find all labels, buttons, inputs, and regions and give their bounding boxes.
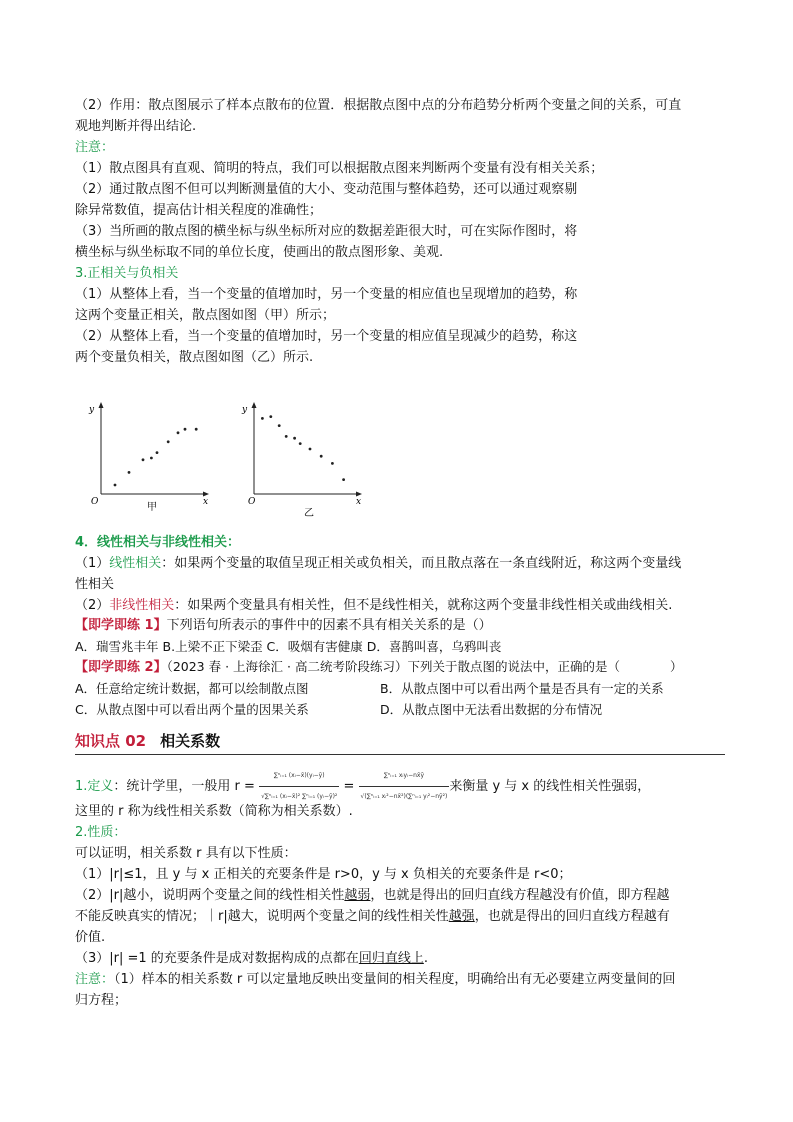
x-axis-arrow — [203, 492, 209, 497]
formula-r-2 — [359, 766, 450, 807]
knowledge-point-header — [75, 730, 725, 755]
scatter-figure-jia — [85, 398, 220, 518]
term-nonlinear: 非线性相关 — [109, 598, 175, 613]
text-segment: 不能反映真实的情况；｜r|越大，说明两个变量之间的线性相关性 — [75, 909, 449, 924]
scatter-point — [299, 442, 302, 445]
item-prefix: （1） — [75, 556, 110, 571]
x-axis-label: x — [203, 497, 209, 507]
text-line: （2）作用：散点图展示了样本点散布的位置．根据散点图中点的分布趋势分析两个变量之间的关系，可直 — [75, 98, 682, 113]
scatter-point — [177, 431, 180, 434]
x-axis-arrow — [356, 492, 362, 497]
figure-caption: 乙 — [304, 508, 314, 519]
definition-text: ：统计学里，一般用 r = — [113, 779, 255, 794]
scatter-point — [331, 462, 334, 465]
scatter-point — [285, 435, 288, 438]
note-text: （1）样本的相关系数 r 可以定量地反映出变量间的相关程度，明确给出有无必要建立两变量间的回 — [114, 972, 676, 987]
scatter-points — [114, 428, 198, 487]
formula-denominator: √∑ⁿᵢ₌₁ (xᵢ−x̄)² ∑ⁿᵢ₌₁ (yᵢ−ȳ)² — [261, 793, 338, 800]
formula-r-1 — [259, 766, 339, 807]
section-title: 3.正相关与负相关 — [75, 266, 179, 281]
exercise-question: 下列语句所表示的事件中的因素不具有相关关系的是（） — [166, 618, 492, 633]
text-line: 这里的 r 称为线性相关系数（简称为相关系数）. — [75, 804, 353, 819]
figure-caption: 甲 — [147, 502, 157, 513]
text-line — [75, 554, 681, 574]
text-line: （2）从整体上看，当一个变量的值增加时，另一个变量的相应值呈现减少的趋势，称这 — [75, 329, 578, 344]
note-label: 注意： — [75, 972, 115, 987]
scatter-point — [142, 458, 145, 461]
scatter-point — [261, 417, 264, 420]
scatter-point — [167, 440, 170, 443]
exercise-tag: 【即学即练 2】 — [75, 660, 167, 675]
y-axis-label: y — [89, 405, 95, 415]
scatter-point — [320, 455, 323, 458]
text-line: （3）当所画的散点图的横坐标与纵坐标所对应的数据差距很大时，可在实际作图时，将 — [75, 224, 578, 239]
option-a: A．任意给定统计数据，都可以绘制散点图 — [75, 681, 309, 696]
definition-line — [75, 766, 650, 807]
scatter-point — [128, 471, 131, 474]
text-segment: （2）|r|越小，说明两个变量之间的线性相关性 — [75, 888, 345, 903]
text-line: 两个变量负相关，散点图如图（乙）所示. — [75, 350, 314, 365]
text-segment: ，也就是得出的回归直线方程越有 — [474, 909, 670, 924]
scatter-point — [342, 478, 345, 481]
exercise-tag: 【即学即练 1】 — [75, 618, 167, 633]
text-line — [75, 596, 672, 616]
property-label: 2.性质： — [75, 825, 127, 840]
definition-label: 1.定义 — [75, 779, 114, 794]
formula-denominator: √(∑ⁿᵢ₌₁ xᵢ²−nx̄²)(∑ⁿᵢ₌₁ yᵢ²−nȳ²) — [360, 793, 448, 800]
text-line: （1）散点图具有直观、简明的特点，我们可以根据散点图来判断两个变量有没有相关关系； — [75, 161, 604, 176]
origin-label: O — [248, 497, 256, 507]
note-label: 注意： — [75, 140, 115, 155]
section-title: 4．线性相关与非线性相关： — [75, 535, 241, 550]
scatter-point — [293, 437, 296, 440]
formula-numerator: ∑ⁿᵢ₌₁ xᵢyᵢ−nx̄ȳ — [359, 766, 450, 787]
exercise-2 — [75, 657, 682, 678]
text-line: 观地判断并得出结论. — [75, 119, 197, 134]
knowledge-point-number: 知识点 02 — [75, 732, 147, 750]
exercise-1 — [75, 616, 492, 636]
scatter-point — [150, 457, 153, 460]
underlined-term: 越弱 — [344, 888, 371, 903]
scatter-point — [184, 428, 187, 431]
underlined-term: 越强 — [448, 909, 475, 924]
formula-numerator: ∑ⁿᵢ₌₁ (xᵢ−x̄)(yᵢ−ȳ) — [259, 766, 339, 787]
text-line: （2）通过散点图不但可以判断测量值的大小、变动范围与整体趋势，还可以通过观察剔 — [75, 182, 578, 197]
y-axis-arrow — [99, 402, 104, 408]
equals-sign: = — [343, 779, 355, 794]
item-prefix: （2） — [75, 598, 110, 613]
term-linear: 线性相关 — [109, 556, 162, 571]
text-line: 这两个变量正相关，散点图如图（甲）所示； — [75, 308, 336, 323]
text-line: 价值. — [75, 930, 106, 945]
text-line: （1）|r|≤1，且 y 与 x 正相关的充要条件是 r>0，y 与 x 负相关的充要条件是 r<0； — [75, 867, 572, 882]
note-line — [75, 970, 675, 990]
scatter-point — [309, 448, 312, 451]
y-axis-label: y — [242, 405, 248, 415]
term-definition: ：如果两个变量的取值呈现正相关或负相关，而且散点落在一条直线附近，称这两个变量线 — [161, 556, 682, 571]
scatter-point — [269, 415, 272, 418]
option-b: B．从散点图中可以看出两个量是否具有一定的关系 — [380, 681, 664, 696]
text-line: 横坐标与纵坐标取不同的单位长度，使画出的散点图形象、美观. — [75, 245, 444, 260]
text-line: 性相关 — [75, 577, 115, 592]
knowledge-point-name: 相关系数 — [160, 732, 221, 750]
text-line: 除异常数值，提高估计相关程度的准确性； — [75, 203, 323, 218]
exercise-question: （2023 春 · 上海徐汇 · 高二统考阶段练习）下列关于散点图的说法中，正确的是（ ） — [166, 659, 683, 674]
text-line — [75, 907, 670, 927]
term-definition: ：如果两个变量具有相关性，但不是线性相关，就称这两个变量非线性相关或曲线相关. — [174, 598, 673, 613]
option-c: C．从散点图中可以看出两个量的因果关系 — [75, 702, 309, 717]
x-axis-label: x — [356, 497, 362, 507]
text-line: 归方程； — [75, 993, 128, 1008]
text-segment: （3）|r| =1 的充要条件是成对数据构成的点都在 — [75, 951, 359, 966]
text-line — [75, 886, 669, 906]
scatter-points — [261, 415, 345, 481]
text-segment: . — [423, 951, 428, 966]
underlined-term: 回归直线上 — [358, 951, 424, 966]
text-line: 可以证明，相关系数 r 具有以下性质： — [75, 846, 297, 861]
scatter-point — [278, 424, 281, 427]
text-segment: ，也就是得出的回归直线方程越没有价值，即方程越 — [370, 888, 670, 903]
text-line — [75, 949, 428, 969]
text-line: （1）从整体上看，当一个变量的值增加时，另一个变量的相应值也呈现增加的趋势，称 — [75, 287, 578, 302]
scatter-point — [114, 484, 117, 487]
scatter-point — [195, 428, 198, 431]
origin-label: O — [91, 497, 99, 507]
exercise-options: A．瑞雪兆丰年 B.上梁不正下梁歪 C．吸烟有害健康 D．喜鹊叫喜，乌鸦叫丧 — [75, 639, 502, 654]
y-axis-arrow — [252, 402, 257, 408]
option-d: D．从散点图中无法看出数据的分布情况 — [380, 702, 603, 717]
scatter-point — [156, 451, 159, 454]
definition-text: 来衡量 y 与 x 的线性相关性强弱， — [449, 779, 651, 794]
scatter-figure-yi — [238, 398, 373, 523]
